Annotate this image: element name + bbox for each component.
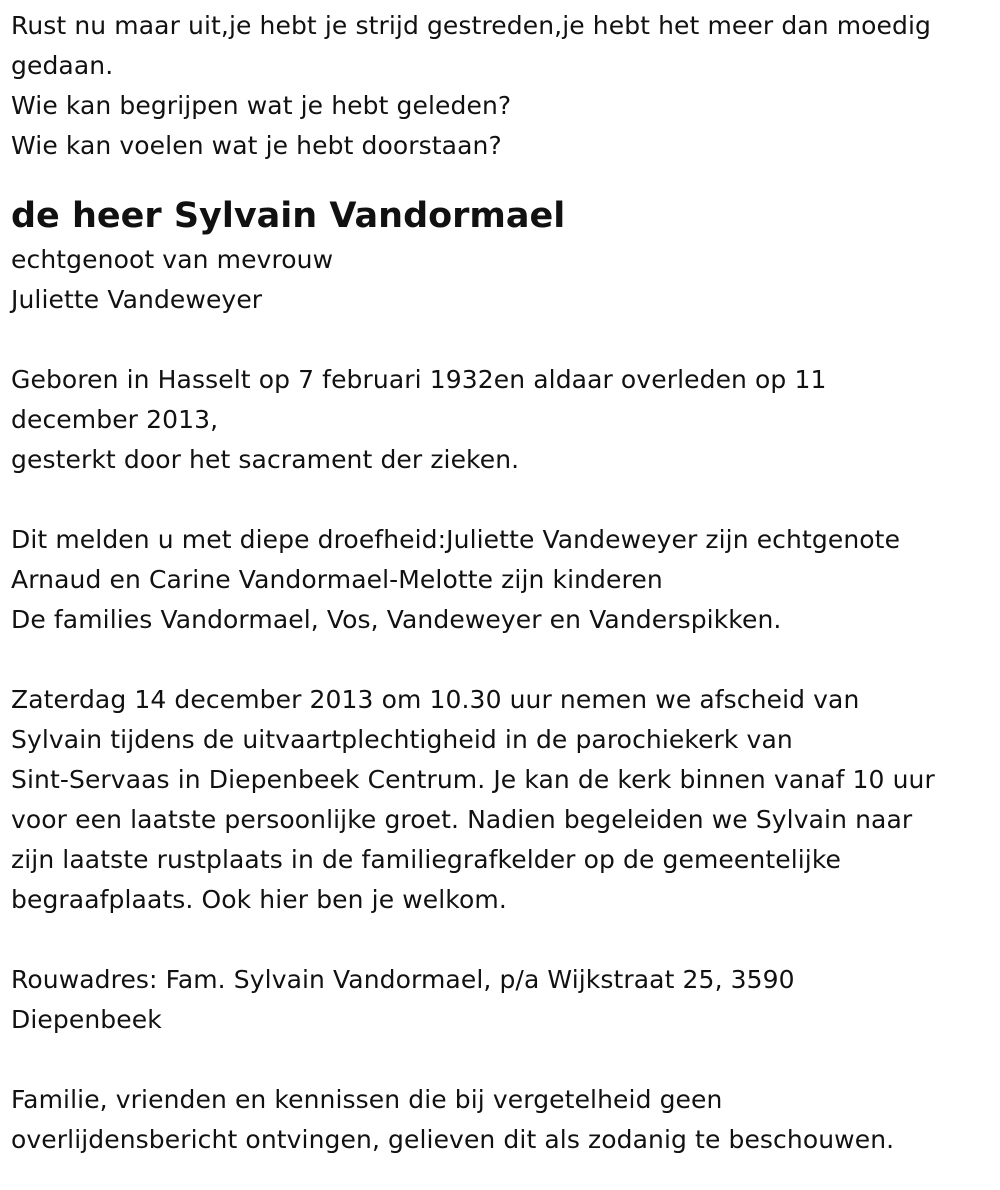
deceased-name: de heer Sylvain Vandormael [11, 196, 566, 236]
birth-death-line: gesterkt door het sacrament der zieken. [11, 445, 520, 474]
birth-death-section [11, 360, 996, 480]
announcement-section [11, 520, 996, 640]
spacer [11, 480, 996, 520]
birth-death-line: Geboren in Hasselt op 7 februari 1932en aldaar overleden op 11 [11, 365, 827, 394]
funeral-line: begraafplaats. Ook hier ben je welkom. [11, 885, 507, 914]
deceased-section [11, 192, 996, 320]
funeral-line: Zaterdag 14 december 2013 om 10.30 uur nemen we afscheid van [11, 685, 860, 714]
poem-section [11, 6, 996, 166]
closing-section [11, 1080, 996, 1160]
poem-line: Wie kan begrijpen wat je hebt geleden? [11, 91, 512, 120]
spacer [11, 640, 996, 680]
funeral-line: zijn laatste rustplaats in de familiegrafkelder op de gemeentelijke [11, 845, 842, 874]
funeral-line: Sylvain tijdens de uitvaartplechtigheid in de parochiekerk van [11, 725, 793, 754]
announcement-line: De families Vandormael, Vos, Vandeweyer en Vanderspikken. [11, 605, 782, 634]
birth-death-line: december 2013, [11, 405, 219, 434]
address-line: Diepenbeek [11, 1005, 162, 1034]
announcement-line: Arnaud en Carine Vandormael-Melotte zijn kinderen [11, 565, 663, 594]
closing-line: Familie, vrienden en kennissen die bij vergetelheid geen [11, 1085, 723, 1114]
poem-line: Rust nu maar uit,je hebt je strijd gestreden,je hebt het meer dan moedig [11, 11, 932, 40]
obituary-document [11, 0, 996, 1160]
funeral-line: voor een laatste persoonlijke groet. Nadien begeleiden we Sylvain naar [11, 805, 913, 834]
closing-line: overlijdensbericht ontvingen, gelieven dit als zodanig te beschouwen. [11, 1125, 895, 1154]
address-section [11, 960, 996, 1040]
relation-line: echtgenoot van mevrouw [11, 245, 334, 274]
spacer [11, 320, 996, 360]
poem-line: gedaan. [11, 51, 114, 80]
spacer [11, 920, 996, 960]
relation-line: Juliette Vandeweyer [11, 285, 263, 314]
address-line: Rouwadres: Fam. Sylvain Vandormael, p/a Wijkstraat 25, 3590 [11, 965, 795, 994]
funeral-line: Sint-Servaas in Diepenbeek Centrum. Je kan de kerk binnen vanaf 10 uur [11, 765, 935, 794]
spacer [11, 1040, 996, 1080]
funeral-section [11, 680, 996, 920]
poem-line: Wie kan voelen wat je hebt doorstaan? [11, 131, 502, 160]
announcement-line: Dit melden u met diepe droefheid:Juliette Vandeweyer zijn echtgenote [11, 525, 901, 554]
